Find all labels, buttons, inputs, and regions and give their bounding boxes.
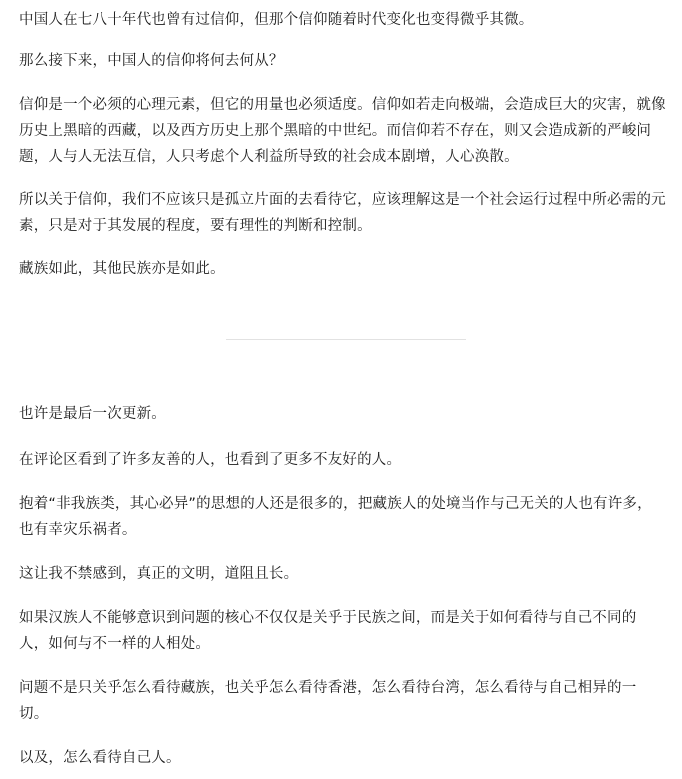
paragraph: 以及，怎么看待自己人。 xyxy=(19,750,181,766)
paragraph: 那么接下来，中国人的信仰将何去何从？ xyxy=(19,53,284,69)
paragraph: 抱着“非我族类，其心必异”的思想的人还是很多的，把藏族人的处境当作与己无关的人也有许多，也有幸灾乐祸者。 xyxy=(19,496,652,538)
paragraph: 藏族如此，其他民族亦是如此。 xyxy=(19,261,225,277)
paragraph: 如果汉族人不能够意识到问题的核心不仅仅是关乎于民族之间，而是关于如何看待与自己不同的人，如何与不一样的人相处。 xyxy=(19,610,637,652)
paragraph: 也许是最后一次更新。 xyxy=(19,406,166,422)
section-divider xyxy=(226,339,466,340)
paragraph: 这让我不禁感到，真正的文明，道阻且长。 xyxy=(19,566,299,582)
paragraph: 问题不是只关乎怎么看待藏族，也关乎怎么看待香港，怎么看待台湾，怎么看待与自己相异的一切。 xyxy=(19,680,637,722)
paragraph: 所以关于信仰，我们不应该只是孤立片面的去看待它，应该理解这是一个社会运行过程中所必需的元素，只是对于其发展的程度，要有理性的判断和控制。 xyxy=(19,192,666,234)
paragraph: 中国人在七八十年代也曾有过信仰，但那个信仰随着时代变化也变得微乎其微。 xyxy=(19,12,534,28)
paragraph: 信仰是一个必须的心理元素，但它的用量也必须适度。信仰如若走向极端，会造成巨大的灾害，就像历史上黑暗的西藏，以及西方历史上那个黑暗的中世纪。而信仰若不存在，则又会造成新的严峻问题，人与人无法互信，人只考虑个人利益所导致的社会成本剧增，人心涣散。 xyxy=(19,97,666,165)
paragraph: 在评论区看到了许多友善的人，也看到了更多不友好的人。 xyxy=(19,452,402,468)
